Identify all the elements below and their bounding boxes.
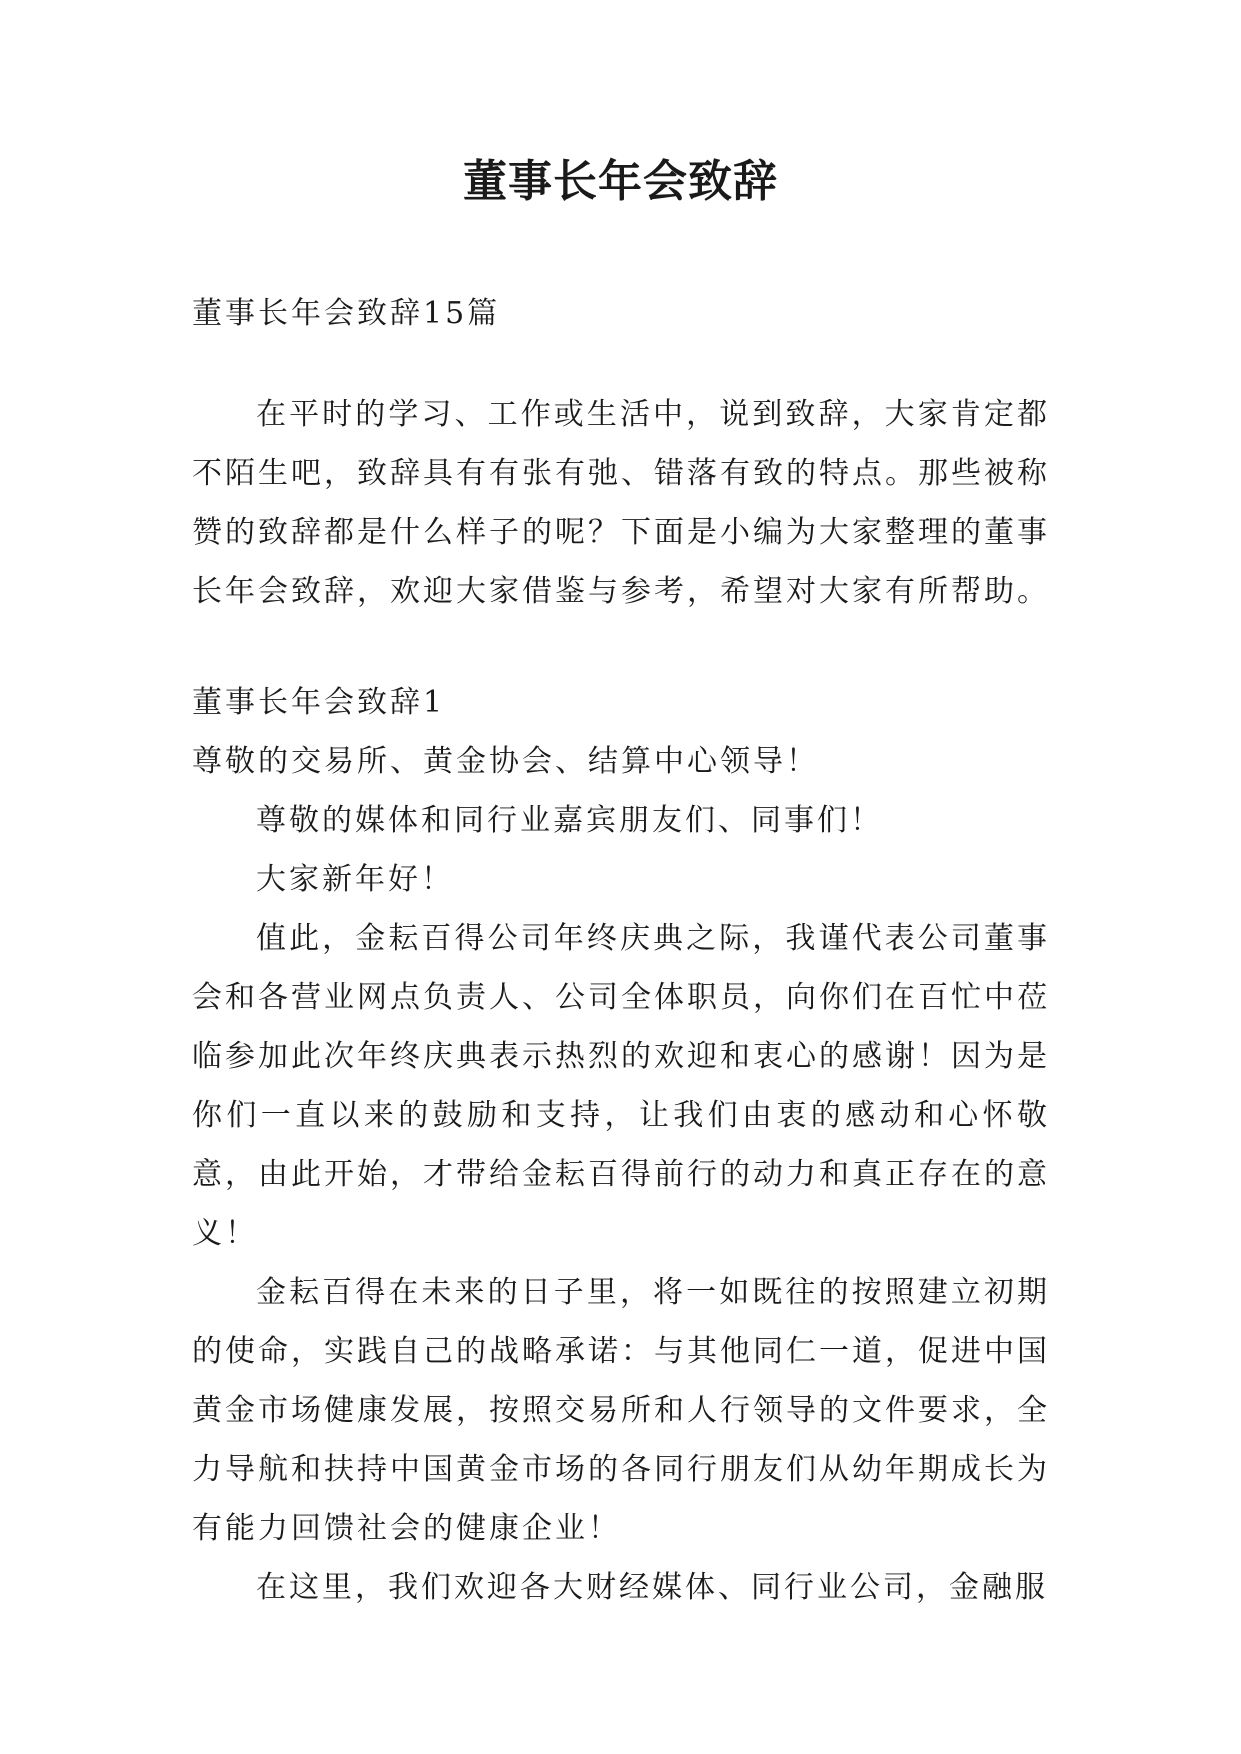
document-body xyxy=(192,284,1050,1617)
body-paragraph-2: 金耘百得在未来的日子里，将一如既往的按照建立初期的使命，实践自己的战略承诺：与其他同仁一道，促进中国黄金市场健康发展，按照交易所和人行领导的文件要求，全力导航和扶持中国黄金市场的各同行朋友们从幼年期成长为有能力回馈社会的健康企业！ xyxy=(192,1275,1050,1546)
body-paragraph-1: 值此，金耘百得公司年终庆典之际，我谨代表公司董事会和各营业网点负责人、公司全体职员，向你们在百忙中莅临参加此次年终庆典表示热烈的欢迎和衷心的感谢！因为是你们一直以来的鼓励和支持，让我们由衷的感动和心怀敬意，由此开始，才带给金耘百得前行的动力和真正存在的意义！ xyxy=(192,921,1050,1251)
intro-paragraph: 在平时的学习、工作或生活中，说到致辞，大家肯定都不陌生吧，致辞具有有张有弛、错落有致的特点。那些被称赞的致辞都是什么样子的呢？下面是小编为大家整理的董事长年会致辞，欢迎大家借鉴与参考，希望对大家有所帮助。 xyxy=(192,397,1050,609)
body-paragraph-3: 在这里，我们欢迎各大财经媒体、同行业公司，金融服 xyxy=(256,1570,1048,1605)
document-subtitle: 董事长年会致辞15篇 xyxy=(192,296,501,331)
greeting-line-2: 尊敬的媒体和同行业嘉宾朋友们、同事们！ xyxy=(256,803,883,838)
greeting-line-3: 大家新年好！ xyxy=(256,862,454,897)
section-heading: 董事长年会致辞1 xyxy=(192,685,446,720)
greeting-line-1: 尊敬的交易所、黄金协会、结算中心领导！ xyxy=(192,744,819,779)
document-title: 董事长年会致辞 xyxy=(463,156,778,207)
